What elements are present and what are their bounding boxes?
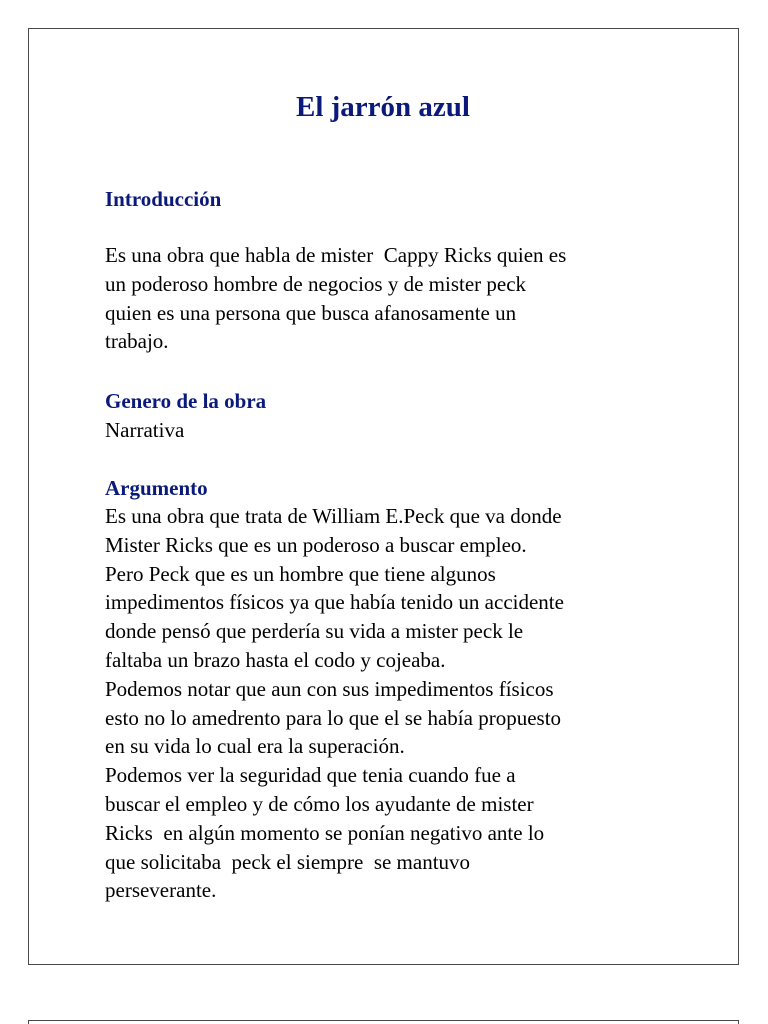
section-heading-genero: Genero de la obra [105, 389, 267, 413]
text-line: esto no lo amedrento para lo que el se había propuesto [105, 705, 562, 730]
text-line: donde pensó que perdería su vida a mister peck le [105, 619, 524, 644]
text-line: faltaba un brazo hasta el codo y cojeaba. [105, 647, 446, 672]
text-line: Ricks en algún momento se ponían negativo ante lo [105, 820, 545, 845]
text-line: que solicitaba peck el siempre se mantuvo [105, 849, 471, 874]
text-line: impedimentos físicos ya que había tenido un accidente [105, 590, 564, 615]
text-line: un poderoso hombre de negocios y de mister peck [105, 271, 527, 296]
text-line: Podemos ver la seguridad que tenia cuando fue a [105, 763, 516, 788]
section-heading-introduccion: Introducción [105, 187, 222, 211]
section-body-argumento [105, 502, 564, 905]
text-line: Es una obra que habla de mister Cappy Ricks quien es [105, 243, 567, 267]
text-line: quien es una persona que busca afanosamente un [105, 300, 517, 325]
text-line: Es una obra que trata de William E.Peck que va donde [105, 504, 562, 528]
section-body-introduccion [105, 241, 566, 356]
section-body-genero [105, 416, 184, 445]
text-line: Mister Ricks que es un poderoso a buscar empleo. [105, 532, 527, 557]
document-page [28, 28, 739, 965]
text-line: perseverante. [105, 878, 217, 903]
text-line: buscar el empleo y de cómo los ayudante de mister [105, 791, 534, 816]
text-line: Pero Peck que es un hombre que tiene algunos [105, 561, 496, 586]
text-line: trabajo. [105, 329, 169, 354]
section-heading-argumento: Argumento [105, 476, 208, 500]
next-page-edge [28, 1020, 739, 1024]
text-line: Podemos notar que aun con sus impedimentos físicos [105, 676, 554, 701]
text-line: en su vida lo cual era la superación. [105, 734, 405, 759]
document-title: El jarrón azul [296, 91, 470, 123]
text-line: Narrativa [105, 418, 185, 442]
